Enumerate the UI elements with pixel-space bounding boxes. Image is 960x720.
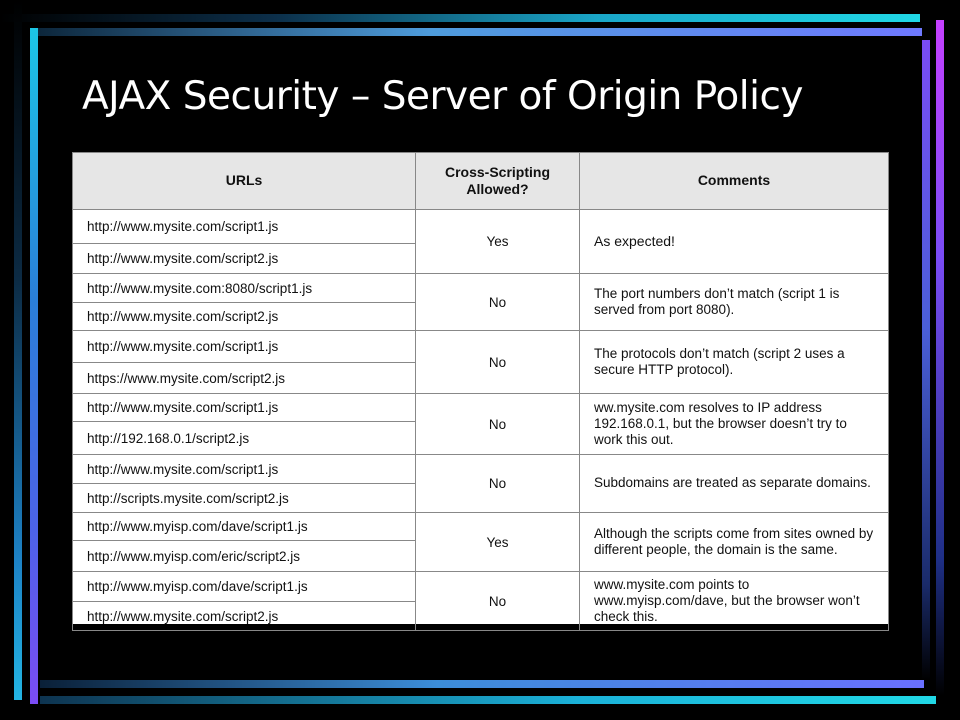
url-cell: http://www.mysite.com/script1.js: [73, 331, 416, 363]
decorative-bar: [40, 696, 936, 704]
table-row: [73, 331, 889, 363]
comment-cell: The port numbers don’t match (script 1 is served from port 8080).: [580, 274, 889, 331]
header-allowed: [416, 153, 580, 210]
slide-title: AJAX Security – Server of Origin Policy: [82, 74, 803, 119]
table-header-row: [73, 153, 889, 210]
comment-cell: Although the scripts come from sites owned by different people, the domain is the same.: [580, 513, 889, 572]
allowed-cell: No: [416, 455, 580, 513]
url-cell: http://www.myisp.com/dave/script1.js: [73, 572, 416, 602]
comment-cell: ww.mysite.com resolves to IP address 192.168.0.1, but the browser doesn’t try to work this out.: [580, 394, 889, 455]
decorative-bar: [30, 28, 922, 36]
comment-cell: www.mysite.com points to www.myisp.com/dave, but the browser won’t check this.: [580, 572, 889, 631]
allowed-cell: No: [416, 274, 580, 331]
origin-policy-table: [72, 152, 888, 624]
url-cell: http://www.mysite.com/script2.js: [73, 303, 416, 331]
url-cell: http://www.mysite.com:8080/script1.js: [73, 274, 416, 303]
decorative-bar: [922, 40, 930, 680]
table-row: [73, 210, 889, 244]
allowed-cell: No: [416, 394, 580, 455]
url-cell: http://www.mysite.com/script1.js: [73, 394, 416, 422]
comment-cell: Subdomains are treated as separate domains.: [580, 455, 889, 513]
url-cell: http://scripts.mysite.com/script2.js: [73, 484, 416, 513]
table-row: [73, 394, 889, 422]
table-row: [73, 274, 889, 303]
url-cell: http://www.mysite.com/script1.js: [73, 210, 416, 244]
table-row: [73, 455, 889, 484]
allowed-cell: Yes: [416, 210, 580, 274]
decorative-bar: [0, 14, 920, 22]
allowed-cell: No: [416, 572, 580, 631]
header-urls: URLs: [73, 153, 416, 210]
allowed-cell: Yes: [416, 513, 580, 572]
decorative-bar: [936, 20, 944, 696]
comment-cell: As expected!: [580, 210, 889, 274]
url-cell: http://192.168.0.1/script2.js: [73, 422, 416, 455]
comment-cell: The protocols don’t match (script 2 uses a secure HTTP protocol).: [580, 331, 889, 394]
url-cell: http://www.myisp.com/dave/script1.js: [73, 513, 416, 541]
table-row: [73, 513, 889, 541]
url-cell: http://www.myisp.com/eric/script2.js: [73, 541, 416, 572]
header-allowed-line1: Cross-Scripting: [444, 163, 550, 180]
url-cell: https://www.mysite.com/script2.js: [73, 363, 416, 394]
decorative-bar: [30, 28, 38, 704]
table-row: [73, 572, 889, 602]
url-cell: http://www.mysite.com/script2.js: [73, 602, 416, 631]
header-allowed-line2: Allowed?: [466, 181, 529, 197]
table-grid: [72, 152, 889, 631]
decorative-bar: [14, 0, 22, 700]
allowed-cell: No: [416, 331, 580, 394]
url-cell: http://www.mysite.com/script2.js: [73, 244, 416, 274]
decorative-bar: [40, 680, 924, 688]
header-comments: Comments: [580, 153, 889, 210]
url-cell: http://www.mysite.com/script1.js: [73, 455, 416, 484]
